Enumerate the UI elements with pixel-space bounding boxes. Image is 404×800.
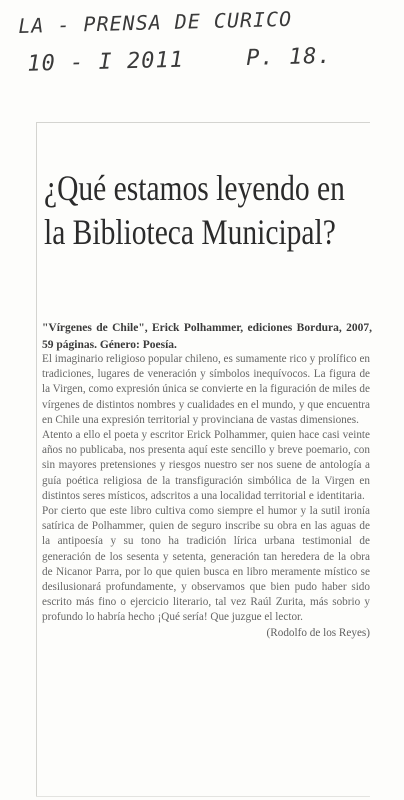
article-headline <box>44 166 345 254</box>
article-paragraph-3: Por cierto que este libro cultiva como siempre el humor y la sutil ironía satírica de Polhammer, quien de seguro inscribe su obra en las aguas de la antipoesía y su tono ha tradición lírica urbana testimonial de generación de los sesenta y setenta, generación tan heredera de la obra de Nicanor Parra, por lo que quien busca en libro meramente místico se desilusionará profundamente, y observamos que bien pudo haber sido escrito más fino o ejercicio literario, tal vez Raúl Zurita, más sobrio y profundo lo habría hecho ¡Qué sería! Que juzgue el lector. <box>42 505 370 624</box>
handwritten-date: 10 - I 2011 <box>26 47 185 77</box>
article-paragraph-2: Atento a ello el poeta y escritor Erick Polhammer, quien hace casi veinte años no publicaba, nos presenta aquí este sencillo y breve poemario, con sin mayores pretensiones y riesgos nuestro ser nos suene de antología a guía poética religiosa de la transfiguración simbólica de la Virgen en distintos seres místicos, adscritos a una localidad territorial e identitaria. <box>42 429 370 502</box>
clipping-bottom-edge <box>36 796 370 797</box>
handwritten-date-line <box>19 43 350 77</box>
book-credits: "Vírgenes de Chile", Erick Polhammer, ediciones Bordura, 2007, 59 páginas. Género: Poesía. <box>42 322 372 351</box>
handwritten-annotation <box>18 5 350 77</box>
article-body <box>42 352 370 641</box>
article-headline-text: ¿Qué estamos leyendo en la Biblioteca Municipal? <box>44 168 345 252</box>
article-signature: (Rodolfo de los Reyes) <box>266 626 370 639</box>
article-paragraph-1: El imaginario religioso popular chileno, es sumamente rico y prolífico en tradiciones, lugares de veneración y símbolos inequívocos. La figura de la Virgen, como expresión única se convierte en la figuración de miles de vírgenes de distintos nombres y cualidades en el mundo, y que encuentra en Chile una expresión territorial y provinciana de vastas dimensiones. <box>42 353 370 426</box>
handwritten-page-number: P. 18. <box>245 43 332 72</box>
handwritten-publication: LA - PRENSA DE CURICO <box>18 6 293 38</box>
